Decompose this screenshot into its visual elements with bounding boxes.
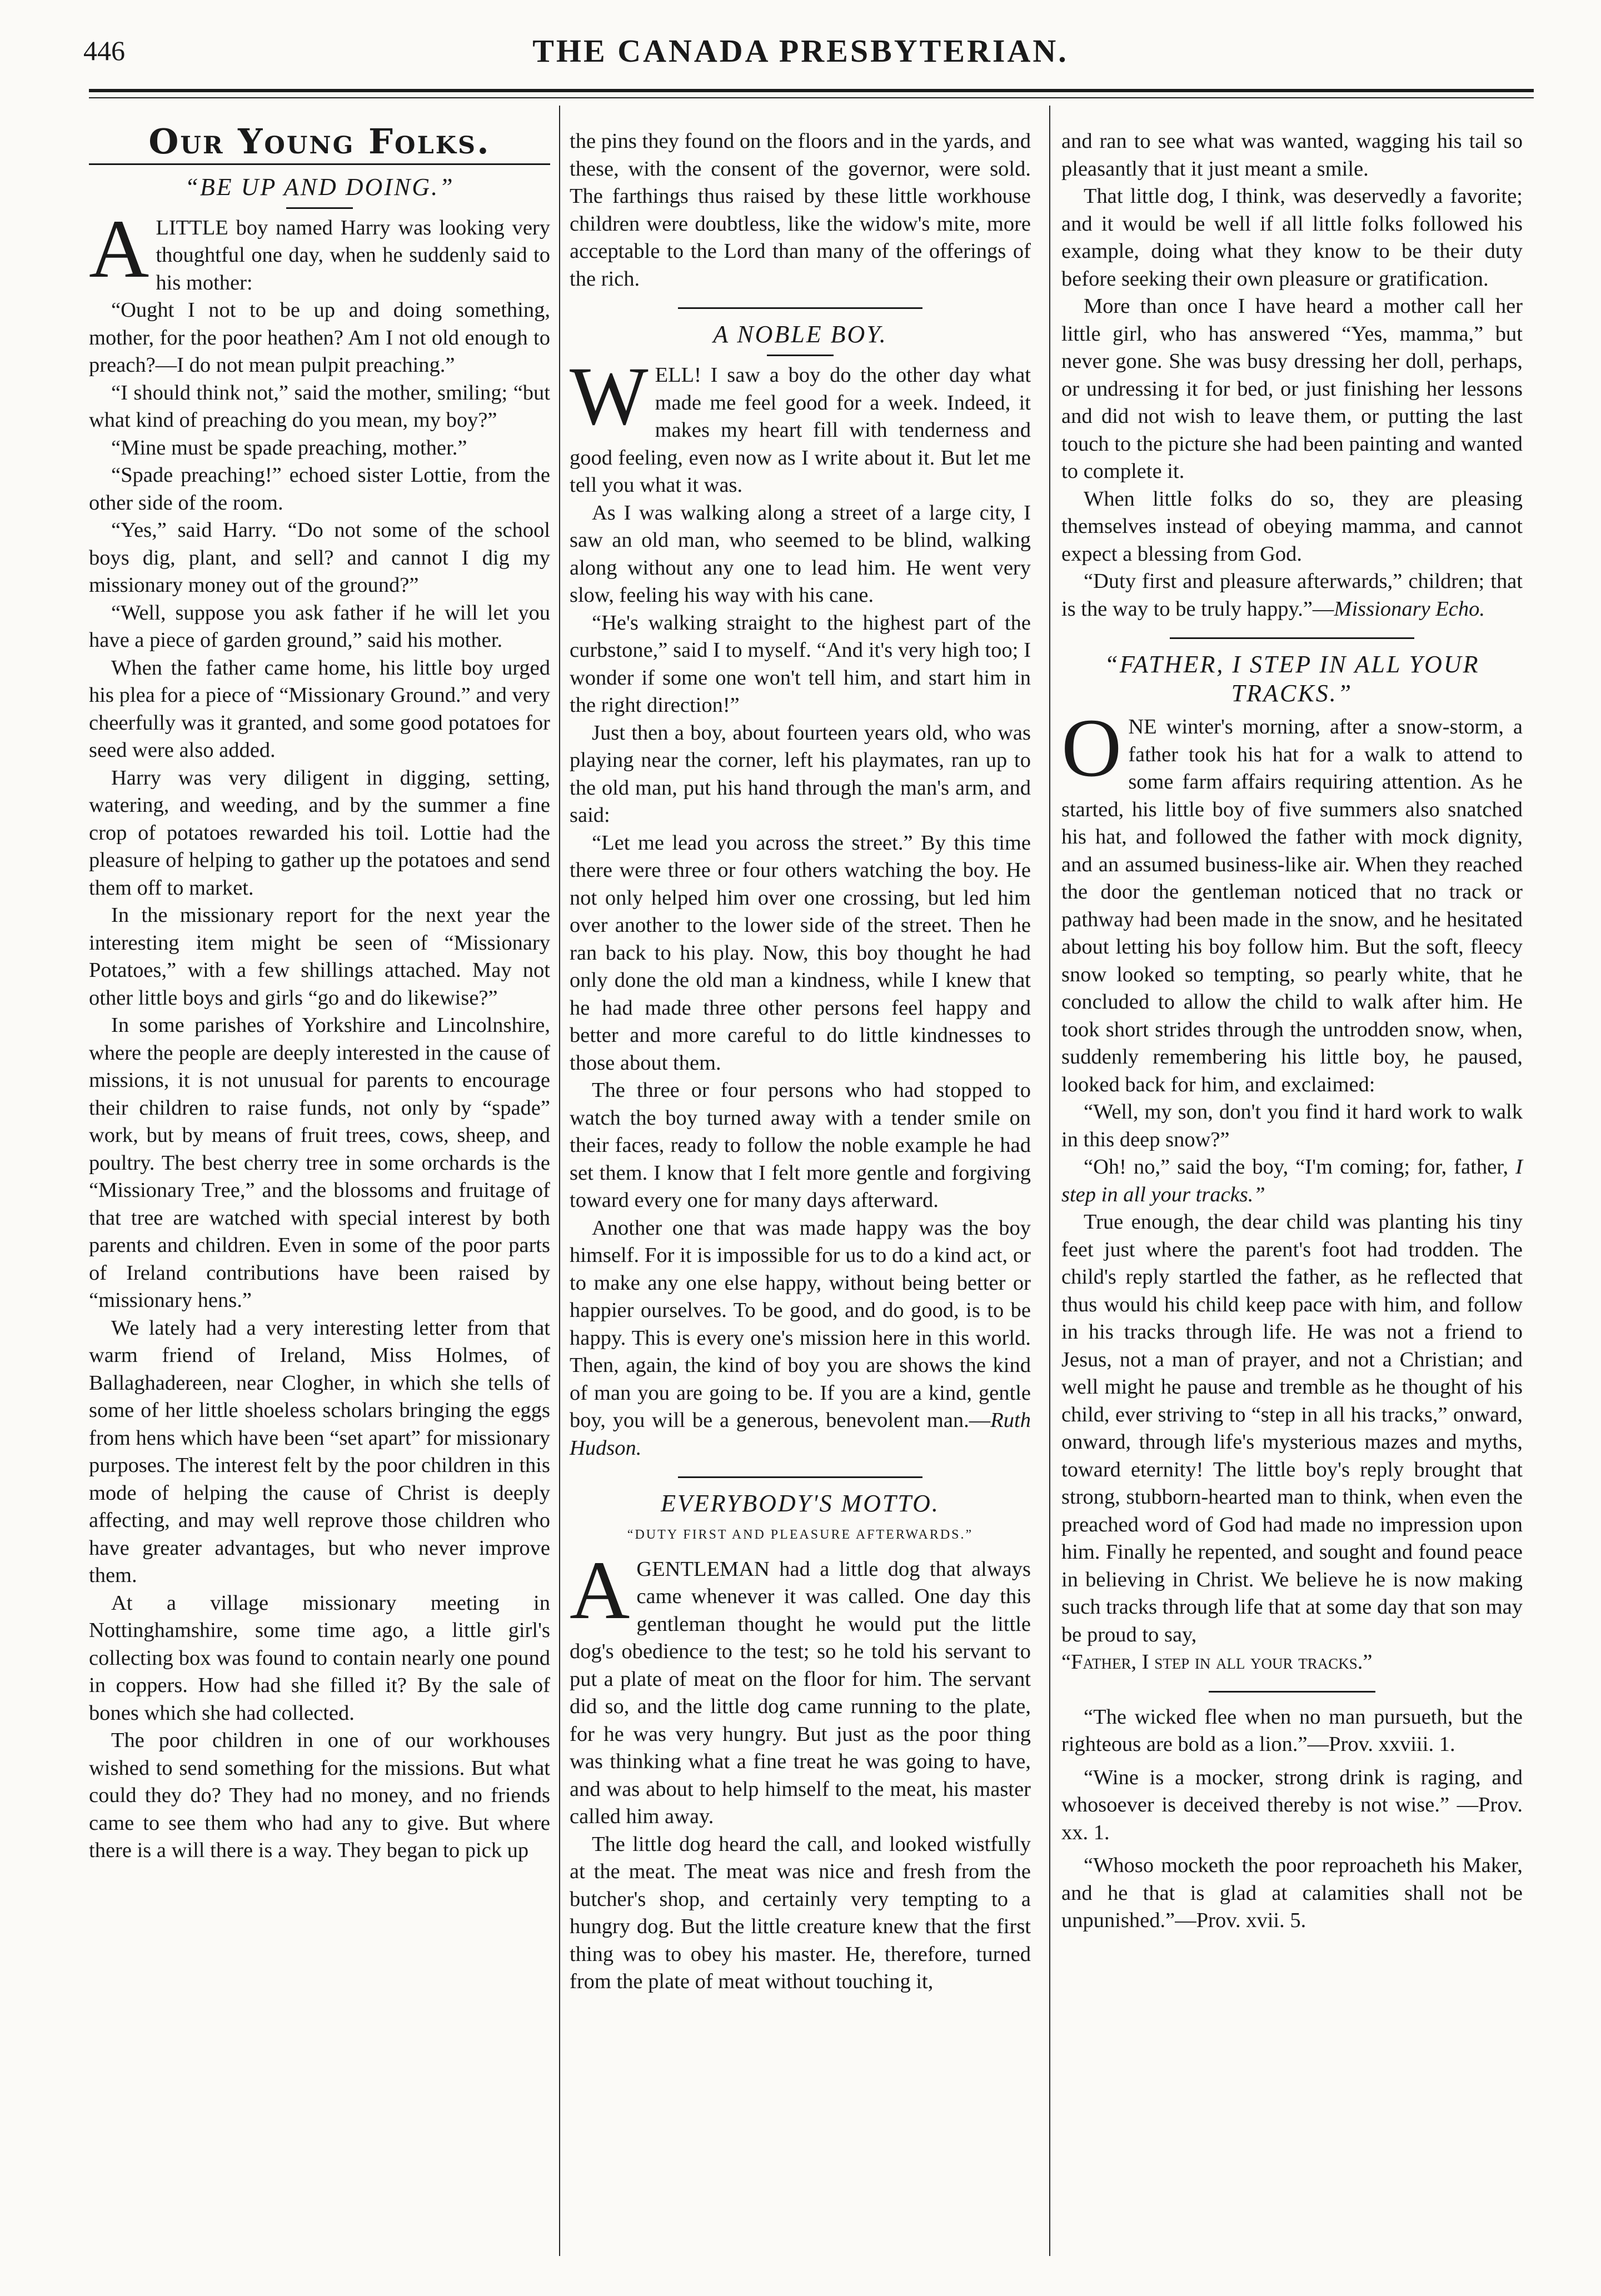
lead-word: ELL! <box>655 363 701 387</box>
title-rule <box>286 207 353 209</box>
department-heading: Our Young Folks. <box>89 128 550 165</box>
article-paragraph: ONE winter's morning, after a snow-storm, a father took his hat for a walk to attend to some farm affairs requiring attention. As he started, his little boy of five summers also snatched his hat, and followed the father with mock dignity, and an assumed business-like air. When they reached the door the gentleman noticed that no track or pathway had been made in the snow, and he hesitated about letting his boy follow him. But the soft, fleecy snow looked so tempting, so pearly white, that he concluded to allow the child to walk after him. He took short strides through the untrodden snow, when, suddenly remembering his little boy, he paused, looked back for him, and exclaimed: <box>1061 702 1523 1096</box>
lead-word: LITTLE <box>156 216 228 239</box>
article-paragraph: The little dog heard the call, and looked wistfully at the meat. The meat was nice and fresh from the butcher's shop, and certainly very tempting to a hungry dog. But the little creature knew that the first thing was to obey his master. He, therefore, turned from the plate of meat without touching it, <box>570 1832 1031 1993</box>
article-paragraph: “Ought I not to be up and doing something, mother, for the poor heathen? Am I not old enough to preach?—I do not mean pulpit preaching.” <box>89 298 550 377</box>
article-paragraph: Harry was very diligent in digging, setting, watering, and weeding, and by the summer a fine crop of potatoes rewarded his toil. Lottie had the pleasure of helping to gather up the potatoes and send them off to market. <box>89 766 550 900</box>
article-paragraph: Another one that was made happy was the boy himself. For it is impossible for us to do a kind act, or to make any one else happy, without being better or happier ourselves. To be good, and do good, is to be happy. This is every one's mission here in this world. Then, again, the kind of boy you are shows the kind of man you are going to be. If you are a kind, gentle boy, you will be a generous, benevolent man.—Ruth Hudson. <box>570 1216 1031 1460</box>
article-paragraph: AGENTLEMAN had a little dog that always came whenever it was called. One day this gentleman thought he would put the little dog's obedience to the test; so he told his servant to put a plate of meat on the floor for him. The servant did so, and the little dog came running to the plate, for he was very hungry. But just as the poor thing was thinking what a fine treat he was going to have, and was about to help himself to the meat, his master called him away. <box>570 1544 1031 1828</box>
article-paragraph: The three or four persons who had stopped to watch the boy turned away with a tender smile on their faces, ready to follow the noble example he had set them. I know that I felt more gentle and forgiving toward every one for many days afterward. <box>570 1079 1031 1212</box>
drop-cap: O <box>1061 702 1122 794</box>
column-1 <box>89 121 550 1865</box>
column-divider <box>559 106 560 2256</box>
masthead: THE CANADA PRESBYTERIAN. <box>532 33 1069 69</box>
header-rule <box>89 89 1534 92</box>
closing-line: “Father, I step in all your tracks.” <box>1061 1650 1373 1674</box>
proverb: “The wicked flee when no man pursueth, but the righteous are bold as a lion.”—Prov. xxviii. 1. <box>1061 1705 1523 1756</box>
drop-cap: A <box>570 1544 630 1636</box>
article-separator <box>678 307 922 309</box>
article-paragraph: “Let me lead you across the street.” By this time there were three or four others watching the boy. He not only helped him over one crossing, but led him over another to the lower side of the street. Then he ran back to his play. Now, this boy thought he had only done the old man a kindness, while I knew that he had made three other persons feel happy and better and more careful to do little kindnesses to those about them. <box>570 831 1031 1075</box>
article-separator <box>1170 637 1414 639</box>
article-paragraph: More than once I have heard a mother call her little girl, who has answered “Yes, mamma,” but never gone. She was busy dressing her doll, perhaps, or undressing it for bed, or just finishing her lessons and did not wish to leave them, or putting the last touch to the picture she had been painting and wanted to complete it. <box>1061 295 1523 483</box>
article-paragraph: “Well, suppose you ask father if he will let you have a piece of garden ground,” said his mother. <box>89 601 550 652</box>
article-title: “BE UP AND DOING.” <box>184 173 455 201</box>
title-rule <box>767 355 834 356</box>
lead-word: NE <box>1128 715 1157 738</box>
column-divider <box>1049 106 1050 2256</box>
article-paragraph: “Spade preaching!” echoed sister Lottie, from the other side of the room. <box>89 463 550 515</box>
article-separator <box>678 1476 922 1478</box>
article-paragraph: WELL! I saw a boy do the other day what made me feel good for a week. Indeed, it makes my heart fill with tenderness and good feeling, even now as I write about it. But let me tell you what it was. <box>570 350 1031 497</box>
column-2 <box>570 128 1031 1996</box>
article-paragraph: In the missionary report for the next year the interesting item might be seen of “Missionary Potatoes,” with a few shillings attached. May not other little boys and girls “go and do likewise?” <box>89 904 550 1010</box>
article-paragraph: “Well, my son, don't you find it hard work to walk in this deep snow?” <box>1061 1100 1523 1151</box>
drop-cap: A <box>89 202 149 295</box>
article-paragraph: “Mine must be spade preaching, mother.” <box>111 436 467 460</box>
article-paragraph: the pins they found on the floors and in the yards, and these, with the consent of the governor, were sold. The farthings thus raised by these little workhouse children were doubtless, like the widow's mite, more acceptable to the Lord than many of the offerings of the rich. <box>570 129 1031 291</box>
lead-word: GENTLEMAN <box>636 1557 770 1581</box>
article-paragraph: ALITTLE boy named Harry was looking very thoughtful one day, when he suddenly said to his mother: <box>89 202 550 295</box>
article-title: A NOBLE BOY. <box>713 321 887 348</box>
article-paragraph: At a village missionary meeting in Nottinghamshire, some time ago, a little girl's collecting box was found to contain nearly one pound in coppers. How had she filled it? By the sale of bones which she had collected. <box>89 1591 550 1725</box>
article-paragraph: “Oh! no,” said the boy, “I'm coming; for, father, I step in all your tracks.” <box>1061 1155 1523 1206</box>
article-paragraph: “I should think not,” said the mother, smiling; “but what kind of preaching do you mean, my boy?” <box>89 381 550 432</box>
article-source: Missionary Echo. <box>1334 597 1485 621</box>
article-paragraph: That little dog, I think, was deservedly a favorite; and it would be well if all little folks followed his example, doing what they know to be their duty before seeking their own pleasure or gratification. <box>1061 184 1523 291</box>
article-paragraph: As I was walking along a street of a large city, I saw an old man, who seemed to be blind, walking along without any one to lead him. He went very slow, feeling his way with his cane. <box>570 501 1031 607</box>
drop-cap: W <box>570 350 649 442</box>
page-number: 446 <box>83 35 125 66</box>
header-rule-thin <box>89 97 1534 98</box>
article-subtitle: “DUTY FIRST AND PLEASURE AFTERWARDS.” <box>627 1528 974 1542</box>
article-paragraph: and ran to see what was wanted, wagging his tail so pleasantly that it just meant a smile. <box>1061 129 1523 181</box>
italic-quote: I step in all your tracks.” <box>1061 1155 1523 1206</box>
article-paragraph: When little folks do so, they are pleasing themselves instead of obeying mamma, and cannot expect a blessing from God. <box>1061 487 1523 566</box>
article-author: Ruth Hudson. <box>570 1409 1031 1460</box>
column-3 <box>1061 128 1523 1935</box>
article-paragraph: “He's walking straight to the highest part of the curbstone,” said I to myself. “And it's very high too; I wonder if some one won't tell him, and start him in the right direction!” <box>570 611 1031 717</box>
proverb: “Wine is a mocker, strong drink is raging, and whosoever is deceived thereby is not wise.” —Prov. xx. 1. <box>1061 1765 1523 1844</box>
article-paragraph: In some parishes of Yorkshire and Lincolnshire, where the people are deeply interested in the cause of missions, it is not unusual for parents to encourage their children to raise funds, not only by “spade” work, but by means of fruit trees, cows, sheep, and poultry. The best cherry tree in some orchards is the “Missionary Tree,” and the blossoms and fruitage of that tree are watched with special interest by both parents and children. Even in some of the poor parts of Ireland contributions have been raised by “missionary hens.” <box>89 1014 550 1312</box>
proverb: “Whoso mocketh the poor reproacheth his Maker, and he that is glad at calamities shall not be unpunished.”—Prov. xvii. 5. <box>1061 1854 1523 1932</box>
article-paragraph: “Yes,” said Harry. “Do not some of the school boys dig, plant, and sell? and cannot I dig my missionary money out of the ground?” <box>89 518 550 597</box>
article-paragraph: We lately had a very interesting letter from that warm friend of Ireland, Miss Holmes, of Ballaghadereen, near Clogher, in which she tells of some of her little shoeless scholars bringing the eggs from hens which have been “set apart” for missionary purposes. The interest felt by the poor children in this mode of helping the cause of Christ is deeply affecting, and may well reprove those children who have greater advantages, but who never improve them. <box>89 1316 550 1587</box>
article-separator <box>1209 1691 1375 1693</box>
article-paragraph: “Duty first and pleasure afterwards,” children; that is the way to be truly happy.”—Missionary Echo. <box>1061 570 1523 621</box>
article-paragraph: True enough, the dear child was planting his tiny feet just where the parent's foot had trodden. The child's reply startled the father, as he reflected that thus would his child keep pace with him, and follow in his tracks through life. He was not a friend to Jesus, not a man of prayer, and not a Christian; and well might he pause and tremble as he thought of his child, ever striving to “step in all his tracks,” onward, onward, through life's mysterious mazes and myths, toward eternity! The little boy's reply brought that strong, stubborn-hearted man to think, when even the preached word of God had made no impression upon him. Finally he repented, and sought and found peace in believing in Christ. We believe he is now making such tracks through life that at some day that son may be proud to say, <box>1061 1210 1523 1646</box>
article-paragraph: When the father came home, his little boy urged his plea for a piece of “Missionary Ground.” and very cheerfully was it granted, and some good potatoes for seed were also added. <box>89 656 550 762</box>
article-paragraph: The poor children in one of our workhouses wished to send something for the missions. But what could they do? They had no money, and no friends came to see them who had any to give. But where there is a will there is a way. They began to pick up <box>89 1729 550 1862</box>
article-title: “FATHER, I STEP IN ALL YOUR TRACKS.” <box>1104 651 1480 707</box>
article-paragraph: Just then a boy, about fourteen years old, who was playing near the corner, left his playmates, ran up to the old man, put his hand through the man's arm, and said: <box>570 721 1031 827</box>
article-title: EVERYBODY'S MOTTO. <box>661 1490 940 1517</box>
